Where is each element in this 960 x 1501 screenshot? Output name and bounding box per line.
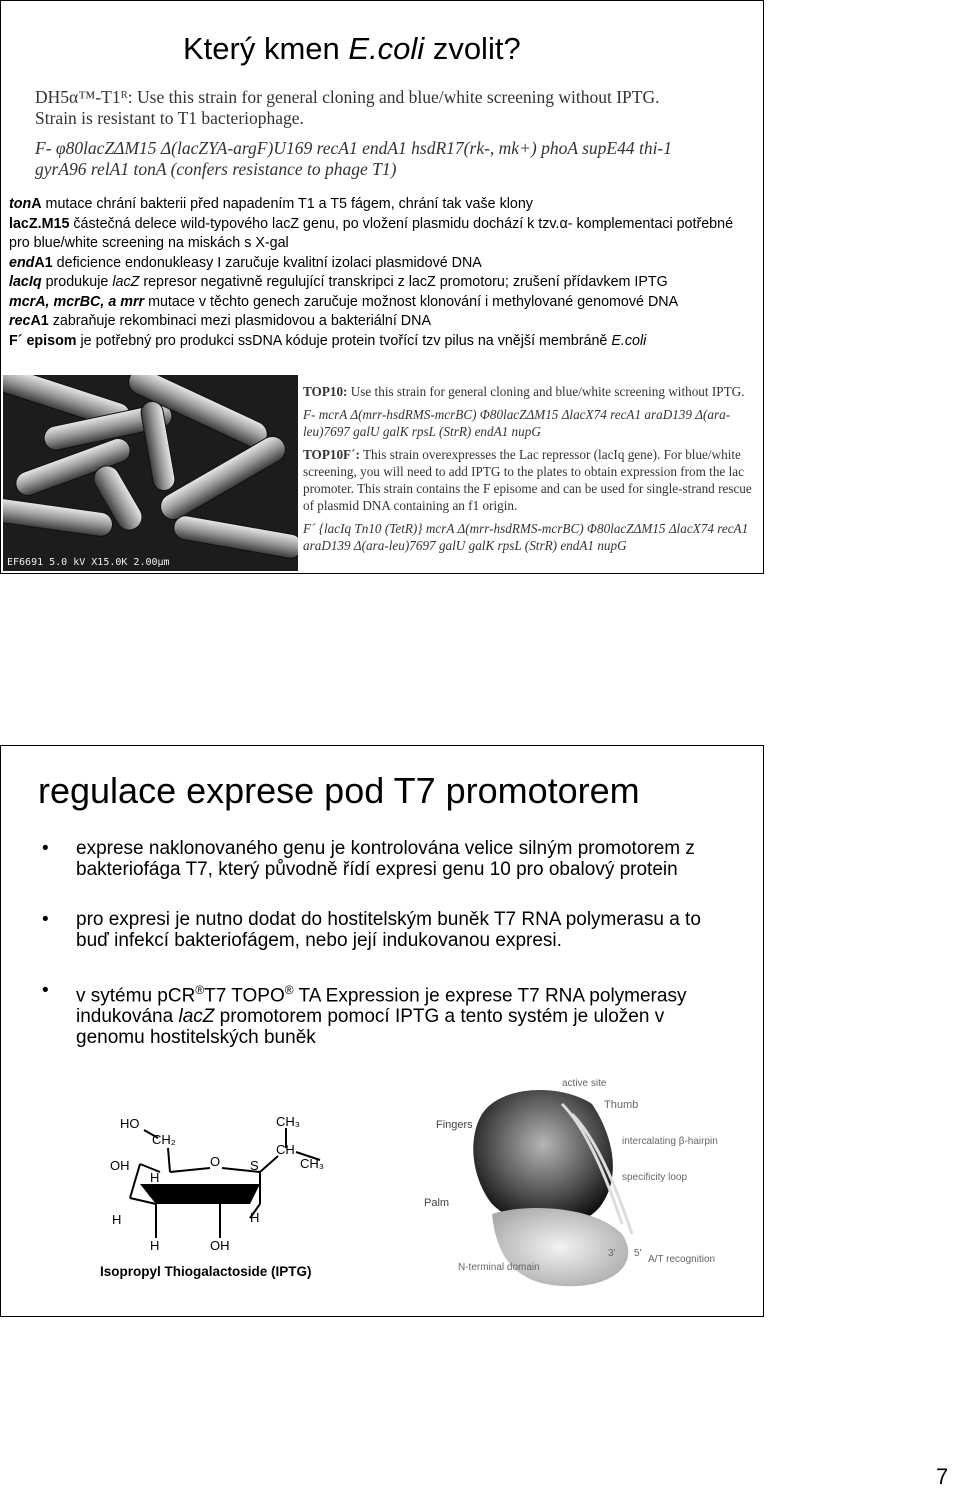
slide-strain-selection (0, 0, 764, 574)
t7-rna-polymerase-structure (412, 1074, 752, 1296)
label-palm: Palm (424, 1197, 450, 1209)
page-number: 7 (936, 1464, 949, 1489)
slide-title-t7: regulace exprese pod T7 promotorem (38, 770, 640, 811)
note-f-episome: F´ episom je potřebný pro produkci ssDNA kóduje protein tvořící tzv pilus na vnější membráně E.coli (9, 332, 647, 349)
bullet-strong-promoter: • exprese naklonovaného genu je kontrolována velice silným promotorem z bakteriofága T7, který původně řídí expresi genu 10 pro obalový protein (42, 838, 732, 880)
top10-genotype: F- mcrA Δ(mrr-hsdRMS-mcrBC) Φ80lacZΔM15 ΔlacX74 recA1 araD139 Δ(ara-leu)7697 galU galK rpsL (StrR) endA1 nupG (303, 407, 731, 439)
label-intercalating-hairpin: intercalating β-hairpin (622, 1136, 718, 1147)
label-h-2: H (210, 1186, 220, 1201)
slide-title: Který kmen E.coli zvolit? (183, 31, 521, 66)
label-n-terminal-domain: N-terminal domain (458, 1262, 540, 1273)
dh5-strain-description (35, 87, 675, 180)
note-reca: recA1 zabraňuje rekombinaci mezi plasmidovou a bakteriální DNA (9, 313, 431, 329)
label-active-site: active site (562, 1078, 607, 1089)
top10-strain-description (303, 383, 759, 560)
note-tona: tonA mutace chrání bakterii před napadením T1 a T5 fágem, chrání tak vaše klony (9, 196, 533, 212)
label-ch2: CH₂ (152, 1132, 176, 1147)
top10f-genotype: F´ {lacIq Tn10 (TetR)} mcrA Δ(mrr-hsdRMS-mcrBC) Φ80lacZΔM15 ΔlacX74 recA1 araD139 Δ(ara-leu)7697 galU galK rpsL (StrR) endA1 nupG (303, 521, 749, 553)
bullet-pcr-t7-topo: • v sytému pCR®T7 TOPO® TA Expression je exprese T7 RNA polymerasy indukována lacZ promotorem pomocí IPTG a tento systém je uložen v genomu hostitelských buněk (42, 980, 732, 1048)
label-fingers: Fingers (436, 1119, 473, 1131)
label-ch3-right: CH₃ (300, 1156, 325, 1171)
top10f-description: TOP10F´: This strain overexpresses the Lac repressor (lacIq gene). For blue/white screening, you will need to add IPTG to the plates to obtain expression from the lac promoter. This strain contains the F episome and can be used for single-strand rescue of plasmid DNA containing an f1 origin. (303, 447, 752, 513)
label-ch: CH (276, 1142, 295, 1157)
iptg-structure-diagram (100, 1108, 440, 1288)
top10-description: TOP10: Use this strain for general cloning and blue/white screening without IPTG. (303, 384, 745, 399)
label-three-prime: 3' (608, 1248, 616, 1259)
note-enda: endA1 deficience endonukleasy I zaručuje kvalitní izolaci plasmidové DNA (9, 254, 482, 271)
ecoli-micrograph-image (3, 375, 298, 571)
label-ch3-top: CH₃ (276, 1114, 301, 1129)
label-ring-oxygen: O (210, 1154, 221, 1169)
label-at-recognition: A/T recognition (648, 1254, 716, 1265)
label-thumb: Thumb (604, 1099, 639, 1111)
label-h-3: H (112, 1212, 122, 1227)
iptg-caption: Isopropyl Thiogalactoside (IPTG) (100, 1264, 312, 1279)
label-oh-left: OH (110, 1158, 130, 1173)
label-h-1: H (150, 1170, 160, 1185)
label-five-prime: 5' (634, 1248, 642, 1259)
note-laciq: lacIq produkuje lacZ represor negativně regulující transkripci z lacZ promotoru; zrušení přídavkem IPTG (9, 274, 668, 290)
bullet-polymerase-delivery: • pro expresi je nutno dodat do hostitelským buněk T7 RNA polymerasu a to buď infekcí bakteriofágem, nebo její indukovanou expresi. (42, 909, 732, 951)
dh5-description: DH5α™-T1ᴿ: Use this strain for general cloning and blue/white screening without IPTG. Strain is resistant to T1 bacteriophage. (35, 87, 660, 128)
t7-bullet-list (42, 838, 732, 1077)
label-oh-bottom: OH (210, 1238, 230, 1253)
dh5-genotype: F- φ80lacZΔM15 Δ(lacZYA-argF)U169 recA1 endA1 hsdR17(rk-, mk+) phoA supE44 thi-1 gyrA96 relA1 tonA (confers resistance to phage T1) (35, 138, 673, 179)
genotype-notes (9, 195, 757, 351)
label-oh-mid: OH (148, 1186, 168, 1201)
label-h-4: H (250, 1210, 260, 1225)
label-h-5: H (150, 1238, 160, 1253)
note-mcr: mcrA, mcrBC, a mrr mutace v těchto genech zaručuje možnost klonování i methylované genomové DNA (9, 293, 679, 310)
note-lacz: lacZ.M15 částečná delece wild-typového lacZ genu, po vložení plasmidu dochází k tzv.α- komplementaci potřebné pro blue/white screening na miskách s X-gal (9, 215, 734, 251)
label-specificity-loop: specificity loop (622, 1172, 688, 1183)
label-sulfur: S (250, 1158, 259, 1173)
label-ho: HO (120, 1116, 140, 1131)
micrograph-scale-label: EF6691 5.0 kV X15.0K 2.00μm (7, 557, 170, 568)
